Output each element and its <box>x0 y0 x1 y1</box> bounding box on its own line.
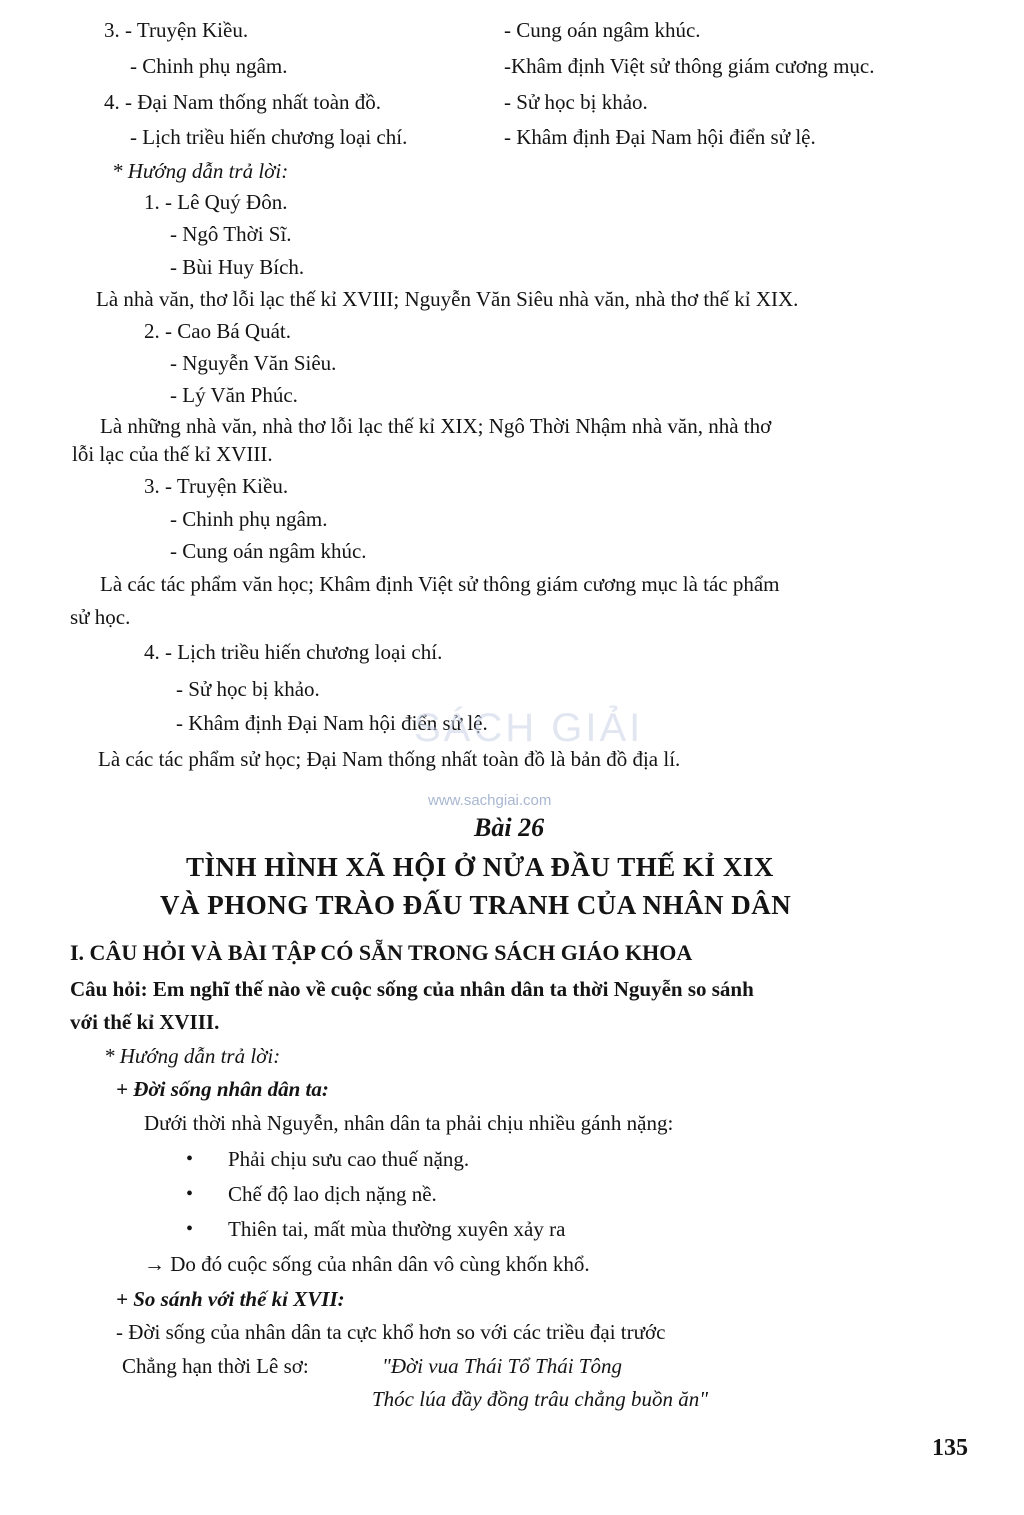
intro-text: Dưới thời nhà Nguyễn, nhân dân ta phải chịu nhiều gánh nặng: <box>144 1111 674 1135</box>
guide-label-1: * Hướng dẫn trả lời: <box>112 159 289 183</box>
g2-line-1: 2. - Cao Bá Quát. <box>144 319 291 343</box>
top-list-right-1: - Cung oán ngâm khúc. <box>504 18 701 42</box>
top-list-left-3: 4. - Đại Nam thống nhất toàn đồ. <box>104 90 382 114</box>
top-list-left-2: - Chinh phụ ngâm. <box>130 54 288 78</box>
sub-heading-life: + Đời sống nhân dân ta: <box>116 1077 329 1101</box>
compare-text: - Đời sống của nhân dân ta cực khổ hơn so với các triều đại trước <box>116 1320 666 1344</box>
bullet-dot-1: • <box>186 1148 194 1170</box>
section-heading: I. CÂU HỎI VÀ BÀI TẬP CÓ SẴN TRONG SÁCH GIÁO KHOA <box>70 940 693 965</box>
top-list-right-3: - Sử học bị khảo. <box>504 90 648 114</box>
page-number: 135 <box>932 1435 968 1461</box>
g3-line-1: 3. - Truyện Kiều. <box>144 474 289 498</box>
top-list-left-4: - Lịch triều hiến chương loại chí. <box>130 125 408 149</box>
g4-note: Là các tác phẩm sử học; Đại Nam thống nhất toàn đồ là bản đồ địa lí. <box>98 747 681 771</box>
bullet-item-1: Phải chịu sưu cao thuế nặng. <box>228 1147 470 1171</box>
g1-note: Là nhà văn, thơ lỗi lạc thế kỉ XVIII; Nguyễn Văn Siêu nhà văn, nhà thơ thế kỉ XIX. <box>96 287 799 311</box>
g4-line-2: - Sử học bị khảo. <box>176 677 320 701</box>
g3-line-3: - Cung oán ngâm khúc. <box>170 539 367 563</box>
g2-note-line-2: lỗi lạc của thế kỉ XVIII. <box>72 442 273 466</box>
quote-line-2: Thóc lúa đầy đồng trâu chẳng buồn ăn" <box>372 1387 709 1411</box>
g4-line-1: 4. - Lịch triều hiến chương loại chí. <box>144 640 443 664</box>
g1-line-3: - Bùi Huy Bích. <box>170 255 305 279</box>
g2-line-3: - Lý Văn Phúc. <box>170 383 298 407</box>
lesson-title-line-2: VÀ PHONG TRÀO ĐẤU TRANH CỦA NHÂN DÂN <box>160 890 792 920</box>
bullet-item-3: Thiên tai, mất mùa thường xuyên xảy ra <box>228 1217 566 1241</box>
bullet-dot-3: • <box>186 1218 194 1240</box>
example-label: Chẳng hạn thời Lê sơ: <box>122 1354 309 1378</box>
top-list-left-1: 3. - Truyện Kiều. <box>104 18 249 42</box>
top-list-right-2: -Khâm định Việt sử thông giám cương mục. <box>504 54 875 78</box>
g1-line-1: 1. - Lê Quý Đôn. <box>144 190 288 214</box>
g1-line-2: - Ngô Thời Sĩ. <box>170 222 292 246</box>
g4-line-3: - Khâm định Đại Nam hội điển sử lệ. <box>176 711 488 735</box>
g3-note-line-1: Là các tác phẩm văn học; Khâm định Việt sử thông giám cương mục là tác phẩm <box>100 572 780 596</box>
g3-note-line-2: sử học. <box>70 605 131 629</box>
g2-note-line-1: Là những nhà văn, nhà thơ lỗi lạc thế kỉ XIX; Ngô Thời Nhậm nhà văn, nhà thơ <box>100 414 772 438</box>
watermark-logo: SÁCH GIẢI <box>414 706 644 750</box>
guide-label-2: * Hướng dẫn trả lời: <box>104 1044 281 1068</box>
lesson-title-line-1: TÌNH HÌNH XÃ HỘI Ở NỬA ĐẦU THẾ KỈ XIX <box>186 852 774 882</box>
watermark-url: www.sachgiai.com <box>428 792 552 809</box>
quote-line-1: "Đời vua Thái Tổ Thái Tông <box>382 1354 622 1378</box>
bullet-dot-2: • <box>186 1183 194 1205</box>
g2-line-2: - Nguyễn Văn Siêu. <box>170 351 337 375</box>
lesson-number: Bài 26 <box>474 813 545 842</box>
top-list-right-4: - Khâm định Đại Nam hội điển sử lệ. <box>504 125 816 149</box>
conclusion-text: → Do đó cuộc sống của nhân dân vô cùng khốn khổ. <box>144 1252 590 1276</box>
question-line-2: với thế kỉ XVIII. <box>70 1010 220 1034</box>
question-line-1: Câu hỏi: Em nghĩ thế nào về cuộc sống của nhân dân ta thời Nguyễn so sánh <box>70 977 754 1001</box>
sub-heading-compare: + So sánh với thế kỉ XVII: <box>116 1287 345 1311</box>
bullet-item-2: Chế độ lao dịch nặng nề. <box>228 1182 437 1206</box>
g3-line-2: - Chinh phụ ngâm. <box>170 507 328 531</box>
